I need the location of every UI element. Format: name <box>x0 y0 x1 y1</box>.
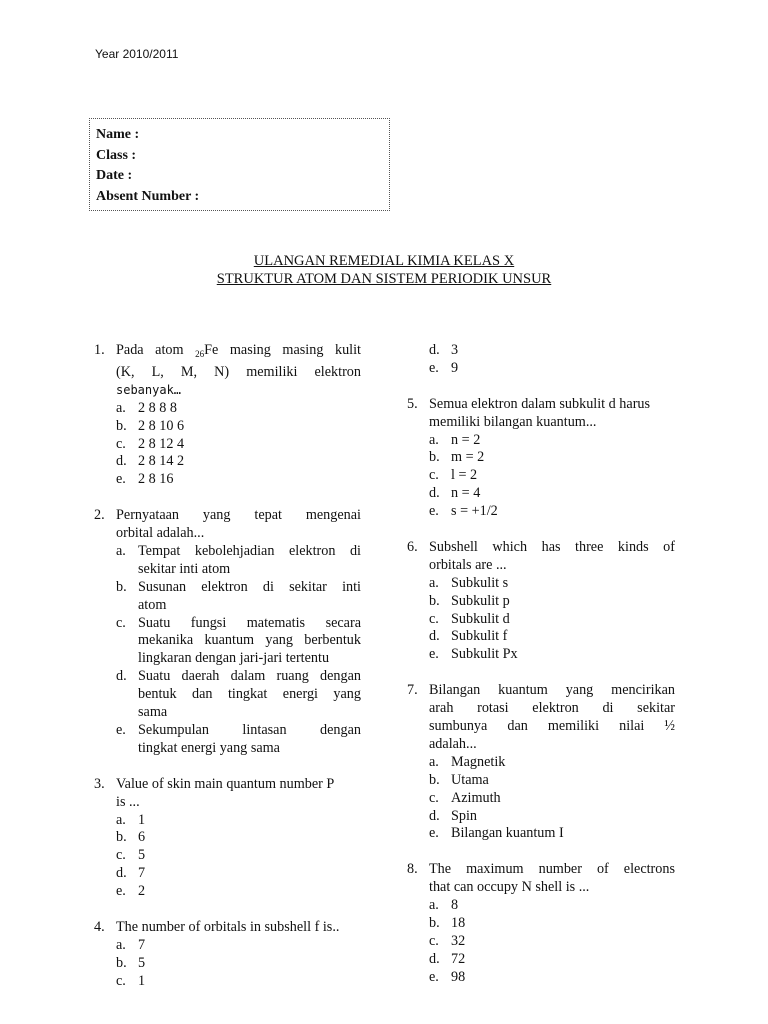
question-number: 7. <box>407 682 418 699</box>
option-7a: a. Magnetik <box>429 753 506 770</box>
option-7d: d. Spin <box>429 807 478 824</box>
student-info-box <box>89 118 390 211</box>
option-4b: b. 5 <box>116 954 146 971</box>
option-5c: c. l = 2 <box>429 467 478 484</box>
question-text: is ... <box>116 793 140 810</box>
question-number: 6. <box>407 538 418 555</box>
question-2 <box>94 507 361 758</box>
question-text: Pada atom $_{26}$Fe masing masing kulit <box>116 342 362 359</box>
option-6b: b. Subkulit p <box>429 592 510 609</box>
option-2a: a. Tempat kebolehjadian elektron di sekitar inti atom <box>116 542 361 577</box>
option-4c: c. 1 <box>116 972 146 989</box>
option-3e: e. 2 <box>116 883 146 900</box>
question-text: Value of skin main quantum number P <box>116 775 335 792</box>
question-number: 4. <box>94 918 105 935</box>
class-label: Class : <box>96 147 137 163</box>
question-4-continued <box>407 342 675 378</box>
question-3 <box>94 776 361 901</box>
subscript: 26 <box>195 349 205 359</box>
absent-number-label: Absent Number : <box>96 188 200 204</box>
year-label: Year 2010/2011 <box>95 47 179 61</box>
exam-subtitle: STRUKTUR ATOM DAN SISTEM PERIODIK UNSUR <box>216 271 552 287</box>
option-2b: b. Susunan elektron di sekitar inti atom <box>116 578 361 613</box>
option-1c: c. 2 8 12 4 <box>116 435 185 452</box>
question-number: 3. <box>94 775 105 792</box>
question-text: Subshell which has three kinds of <box>429 538 675 555</box>
option-7e: e. Bilangan kuantum I <box>429 825 564 842</box>
question-text: sumbunya dan memiliki nilai ½ <box>429 717 675 734</box>
option-6d: d. Subkulit f <box>429 628 508 645</box>
option-8b: b. 18 <box>429 914 466 931</box>
option-1d: d. 2 8 14 2 <box>116 453 185 470</box>
option-3a: a. 1 <box>116 811 146 828</box>
question-text: memiliki bilangan kuantum... <box>429 413 597 430</box>
option-6a: a. Subkulit s <box>429 574 509 591</box>
option-3b: b. 6 <box>116 829 146 846</box>
option-5a: a. n = 2 <box>429 431 481 448</box>
option-5d: d. n = 4 <box>429 485 481 502</box>
exam-title: ULANGAN REMEDIAL KIMIA KELAS X <box>253 253 515 269</box>
name-label: Name : <box>96 127 140 142</box>
option-1a: a. 2 8 8 8 <box>116 399 178 416</box>
question-text: orbital adalah... <box>116 525 205 542</box>
question-6 <box>407 539 675 664</box>
question-text: that can occupy N shell is ... <box>429 879 590 896</box>
option-2c: c. Suatu fungsi matematis secara mekanika kuantum yang berbentuk lingkaran dengan jari-jari tertentu <box>116 614 361 667</box>
question-text: Pernyataan yang tepat mengenai <box>116 507 361 524</box>
question-5 <box>407 396 675 521</box>
option-1b: b. 2 8 10 6 <box>116 417 185 434</box>
right-column <box>407 342 675 1004</box>
option-4a: a. 7 <box>116 936 146 953</box>
option-6c: c. Subkulit d <box>429 610 510 627</box>
question-1 <box>94 342 361 489</box>
question-text: The number of orbitals in subshell f is.. <box>116 918 340 935</box>
option-4e: e. 9 <box>429 359 459 376</box>
question-text: (K, L, M, N) memiliki elektron <box>116 363 361 380</box>
question-text: The maximum number of electrons <box>429 861 675 878</box>
question-text: Bilangan kuantum yang mencirikan <box>429 682 675 699</box>
question-text: adalah... <box>429 735 477 752</box>
question-number: 5. <box>407 395 418 412</box>
question-number: 1. <box>94 342 105 358</box>
option-4d: d. 3 <box>429 342 459 358</box>
date-label: Date : <box>96 168 133 183</box>
option-2e: e. Sekumpulan lintasan dengan tingkat energi yang sama <box>116 722 361 756</box>
question-text: arah rotasi elektron di sekitar <box>429 700 675 717</box>
question-7 <box>407 682 675 843</box>
option-1e: e. 2 8 16 <box>116 471 174 488</box>
option-8e: e. 98 <box>429 968 466 985</box>
option-3d: d. 7 <box>116 865 146 882</box>
option-7c: c. Azimuth <box>429 789 501 806</box>
option-5b: b. m = 2 <box>429 449 485 466</box>
option-2d: d. Suatu daerah dalam ruang dengan bentuk dan tingkat energi yang sama <box>116 668 361 721</box>
question-8 <box>407 861 675 986</box>
question-number: 8. <box>407 861 418 878</box>
option-5e: e. s = +1/2 <box>429 503 498 520</box>
option-8c: c. 32 <box>429 932 466 949</box>
option-6e: e. Subkulit Px <box>429 646 518 663</box>
option-3c: c. 5 <box>116 847 146 864</box>
question-text: orbitals are ... <box>429 556 507 573</box>
question-number: 2. <box>94 507 105 524</box>
option-8d: d. 72 <box>429 950 466 967</box>
option-8a: a. 8 <box>429 897 459 914</box>
left-column <box>94 342 361 1008</box>
option-7b: b. Utama <box>429 771 489 788</box>
question-4 <box>94 919 361 991</box>
question-text: sebanyak… <box>116 382 182 397</box>
question-text: Semua elektron dalam subkulit d harus <box>429 395 651 412</box>
